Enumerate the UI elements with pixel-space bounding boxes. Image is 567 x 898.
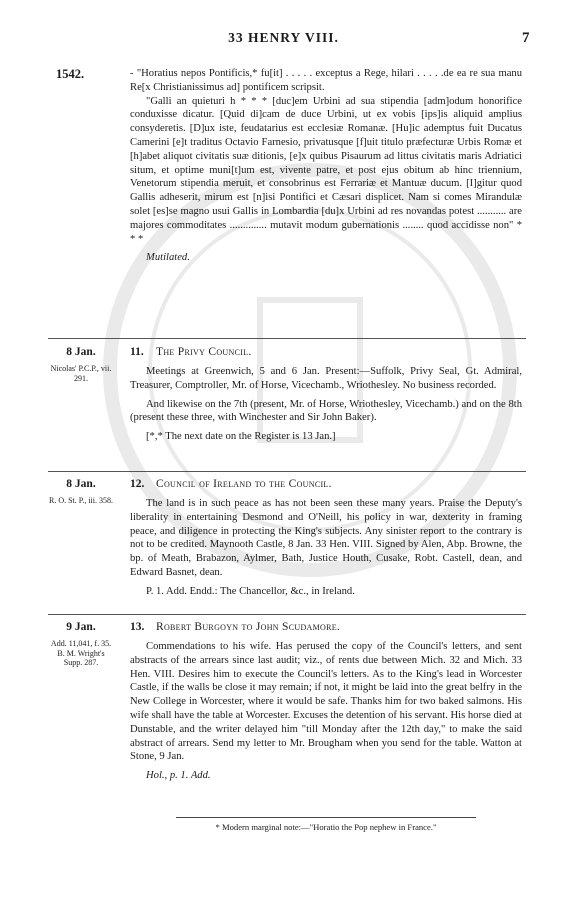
margin-reference: R. O. St. P., iii. 358.	[48, 496, 113, 505]
entry-paragraph: Commendations to his wife. Has perused the copy of the Council's letters, and sent abstracts of the arrears since last audit; viz., of rents due between Mich. 32 and Mich. 33 Hen. VIII. Desires him to execute the Council's letters. As to the King's lead in Worcester Castle, if the walls be close it may remain; if not, it might be laid into the great belfry in the New College in Worcester, where it would be safe. Thanks him for two baked salmons. His wife shall have the table at Worcester. Excuses the detention of his servant. His horse died at Dunstable, and the writer delayed him "till Monday after the 12th day," to make the said abstract of arrears. Send my letter to Mr. Brougham when you send for the table. Watton at Stone, 9 Jan.	[130, 641, 522, 763]
page-number: 7	[522, 30, 530, 46]
endorsement: Hol., p. 1. Add.	[146, 770, 211, 782]
entry-paragraph: [*,* The next date on the Register is 13 Jan.]	[146, 431, 336, 443]
entry-title: Robert Burgoyn to John Scudamore.	[156, 621, 341, 633]
margin-reference: Nicolas' P.C.P., vii. 291.	[50, 364, 112, 383]
entry-body	[130, 365, 522, 444]
footnote: * Modern marginal note:—"Horatio the Pop nephew in France."	[215, 822, 437, 832]
year-marker: 1542.	[56, 67, 85, 81]
entry-date: 9 Jan.	[66, 621, 96, 633]
entry-paragraph: Meetings at Greenwich, 5 and 6 Jan. Present:—Suffolk, Privy Seal, Gt. Admiral, Treasurer, Comptroller, Mr. of Horse, Vicechamb., Wriothesley. No business recorded.	[130, 366, 522, 391]
cont-paragraph: "Galli an quieturi h * * * [duc]em Urbini ad sua stipendia [adm]odum honorifice conduxisse dicatur. [Quid di]cam de duce Urbini, ut ex vobis [ips]is aliquid amplius consyderetis. [D]ux iste, feudatarius est ecclesiæ Romanæ. [Hu]ic ademptus fuit Ducatus Camerini [e]t traditus Octavio Farnesio, privatusque [f]uit titulo præfecturæ Urbis Romæ et [h]abet aliquot civitatis suæ ditionis, [e]x quibus Pisaurum ad littus civitatis maris Adriatici situm, et optime muni[t]um est, vivente patre, et post ejus obitum ab hinc triennium, Venetorum stipendia meruit, et consobrinus est Ferrariæ et Mantuæ ducum. [I]gitur quod Gallis adheserit, mirum est [n]isi Pontifici et Cæsari displicet. Nam si comes Mirandulæ solet [es]se magno usui Gallis in Lombardia [du]x Urbini ad res novandas potest ........... are majores commoditates .............. mutavit modum gubernationis ........ quod accidisse non" * * *	[130, 95, 522, 245]
divider	[48, 614, 526, 615]
mutilated-note: Mutilated.	[146, 252, 190, 264]
entry-date: 8 Jan.	[66, 346, 96, 358]
entry-date: 8 Jan.	[66, 478, 96, 490]
entry-body	[130, 640, 522, 783]
footnote-rule	[176, 817, 476, 818]
entry-number: 13.	[130, 621, 145, 633]
entry-paragraph: And likewise on the 7th (present, Mr. of Horse, Wriothesley, Vicechamb.) and on the 8th (present these three, with Winchester and Sir John Baker).	[130, 398, 522, 424]
divider	[48, 338, 526, 339]
entry-title: Council of Ireland to the Council.	[156, 478, 332, 490]
entry-paragraph: The land is in such peace as has not been seen these many years. Praise the Deputy's liberality in entertaining Desmond and O'Neill, his policy in war, dexterity in framing peace, and diligence in protecting the King's subjects. Any sinister report to the contrary is not to be credited. Maynooth Castle, 8 Jan. 33 Hen. VIII. Signed by Alen, Abp. Browne, the bp. of Meath, Brabazon, Aylmer, Bath, Justice Houth, Cusake, Robt. Castell, dean, and Edward Basnet, dean.	[130, 498, 522, 578]
entry-number: 11.	[130, 346, 144, 358]
running-head: 33 HENRY VIII.	[228, 30, 339, 45]
divider	[48, 471, 526, 472]
continued-entry	[130, 67, 522, 265]
endorsement: P. 1. Add. Endd.: The Chancellor, &c., in Ireland.	[146, 585, 355, 597]
entry-body	[130, 497, 522, 599]
margin-reference: Add. 11,041, f. 35. B. M. Wright's Supp. 287.	[50, 639, 112, 667]
entry-number: 12.	[130, 478, 145, 490]
entry-title: The Privy Council.	[156, 346, 252, 358]
cont-paragraph: - "Horatius nepos Pontificis,* fu[it] . . . . . exceptus a Rege, hilari . . . . .de ea re sua manu Re[x Christianissimus ad] pontificem scripsit.	[130, 68, 522, 93]
